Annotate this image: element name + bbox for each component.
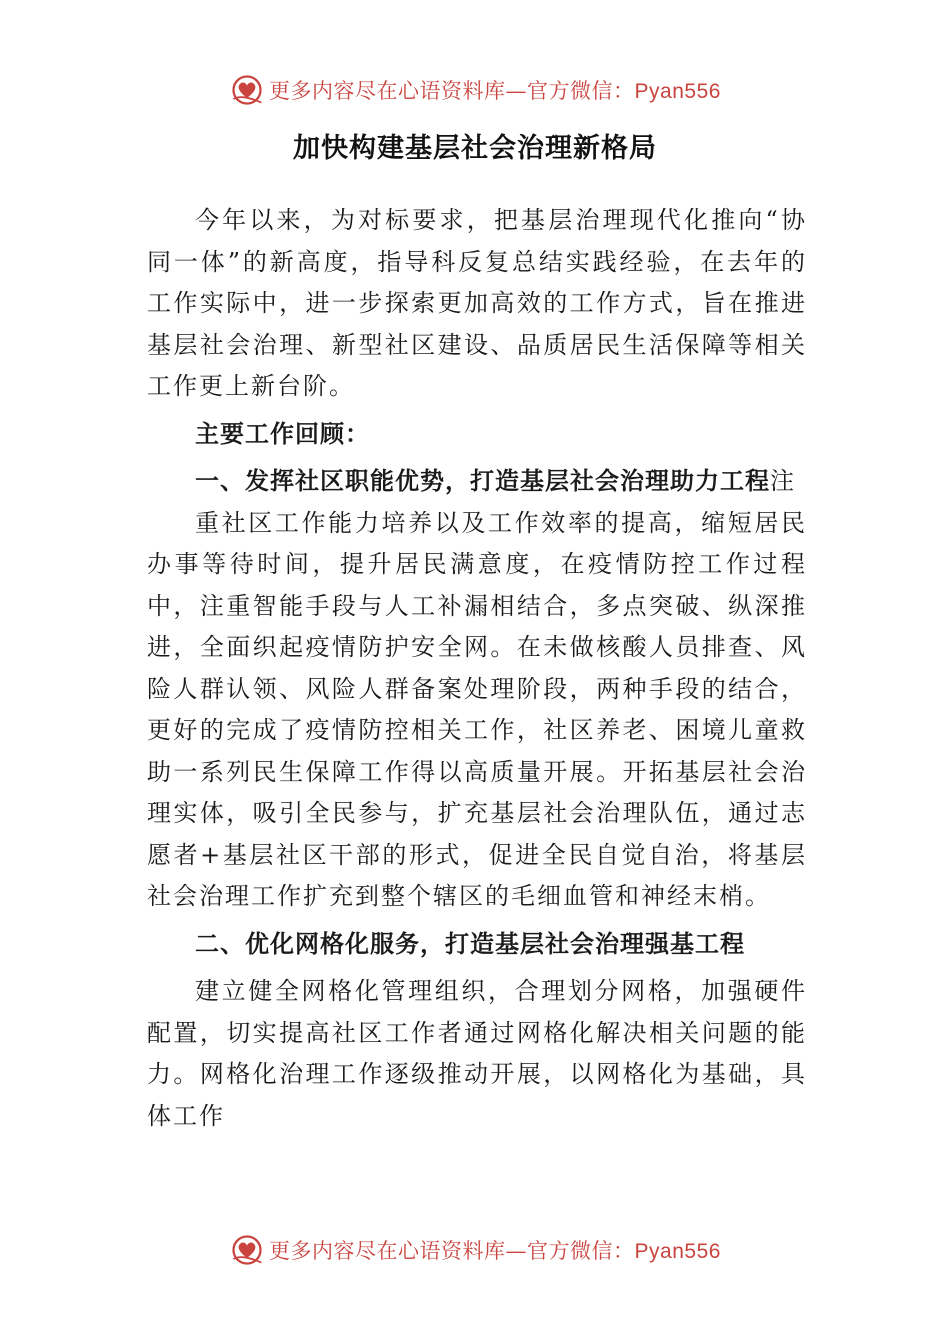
section1-heading: 一、发挥社区职能优势，打造基层社会治理助力工程	[195, 467, 770, 495]
section1-heading-tail: 注	[770, 467, 795, 495]
section2-body: 建立健全网格化管理组织，合理划分网格，加强硬件配置，切实提高社区工作者通过网格化解决相关问题的能力。网格化治理工作逐级推动开展，以网格化为基础，具体工作	[147, 977, 807, 1130]
section1-body: 重社区工作能力培养以及工作效率的提高，缩短居民办事等待时间，提升居民满意度，在疫情防控工作过程中，注重智能手段与人工补漏相结合，多点突破、纵深推进，全面织起疫情防护安全网。在未做核酸人员排查、风险人群认领、风险人群备案处理阶段，两种手段的结合，更好的完成了疫情防控相关工作，社区养老、困境儿童救助一系列民生保障工作得以高质量开展。开拓基层社会治理实体，吸引全民参与，扩充基层社会治理队伍，通过志愿者+基层社区干部的形式，促进全民自觉自治，将基层社会治理工作扩充到整个辖区的毛细血管和神经末梢。	[147, 508, 807, 910]
document-title: 加快构建基层社会治理新格局	[293, 133, 657, 164]
watermark-text: 更多内容尽在心语资料库—官方微信：Pyan556	[269, 79, 721, 103]
document-body	[147, 200, 807, 1137]
watermark-header	[0, 72, 950, 108]
watermark-footer	[0, 1232, 950, 1268]
review-heading: 主要工作回顾：	[195, 419, 370, 448]
heart-logo-icon	[229, 1232, 265, 1268]
heart-logo-icon	[229, 72, 265, 108]
section1-heading-line	[147, 461, 807, 503]
watermark-text: 更多内容尽在心语资料库—官方微信：Pyan556	[269, 1239, 721, 1263]
wechat-id: Pyan556	[634, 1240, 721, 1263]
section2-heading: 二、优化网格化服务，打造基层社会治理强基工程	[195, 929, 745, 958]
wechat-id: Pyan556	[634, 80, 721, 103]
intro-paragraph: 今年以来，为对标要求，把基层治理现代化推向“协同一体”的新高度，指导科反复总结实践经验，在去年的工作实际中，进一步探索更加高效的工作方式，旨在推进基层社会治理、新型社区建设、品质居民生活保障等相关工作更上新台阶。	[147, 206, 807, 400]
